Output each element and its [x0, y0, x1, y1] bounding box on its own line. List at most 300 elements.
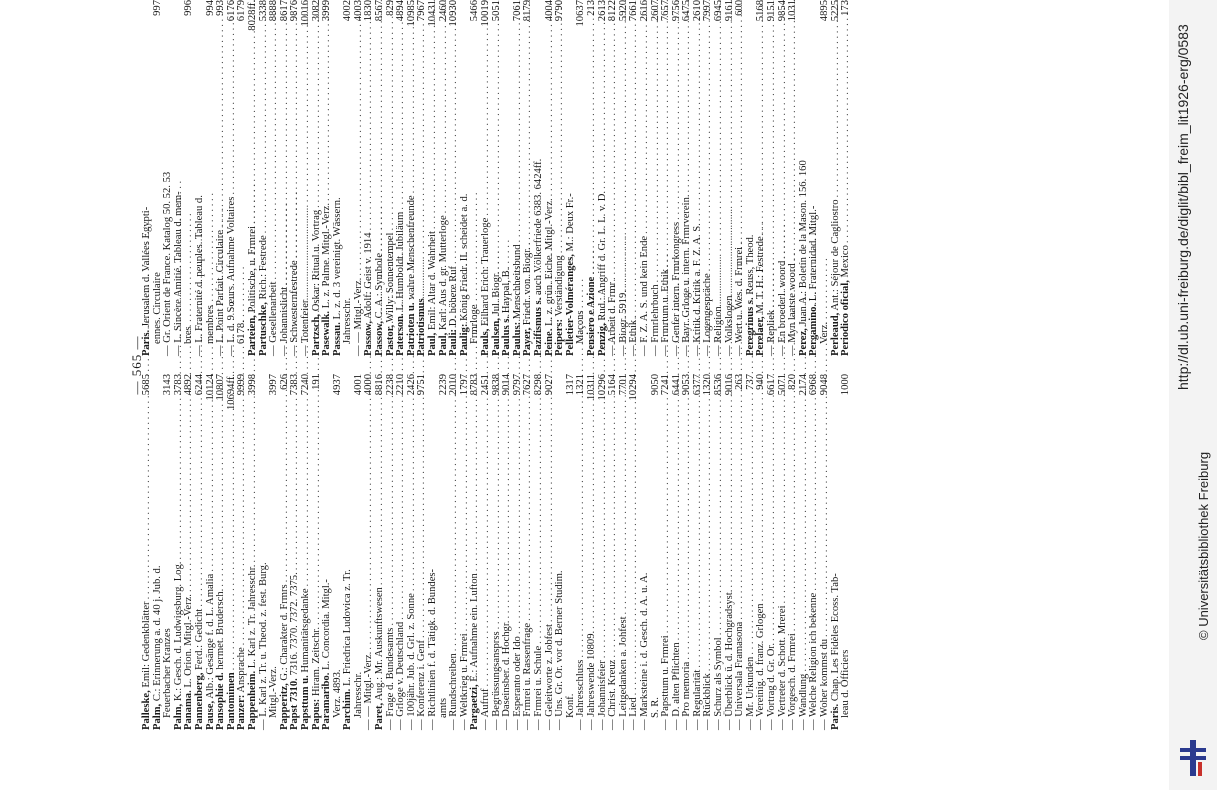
ub-freiburg-logo-icon [1180, 740, 1206, 776]
entry-number: 2451 [480, 374, 491, 396]
entry-number: 9027 [543, 374, 555, 396]
dot-leader [587, 406, 598, 629]
dot-leader [481, 32, 492, 216]
entry-number: 4001 [352, 374, 364, 396]
entry-title: — Jahresschluss [575, 659, 587, 730]
entry-title: — Mr. Urkunden [744, 656, 756, 730]
entry-number: 6617 [766, 374, 778, 396]
dot-leader [248, 33, 259, 224]
entry-number: 6377 [691, 374, 703, 396]
entry-title: Maçons [575, 310, 587, 344]
entry-number: 2613 [596, 0, 608, 22]
entry-title: Mitgl.-Verz. [268, 666, 280, 718]
index-entry [841, 0, 852, 356]
entry-number: 1830 [363, 0, 375, 22]
entry-title: — Schwesternfestrede [289, 260, 301, 356]
entry-number: 8536 [713, 374, 725, 396]
entry-number: 6968 [808, 374, 820, 396]
index-entry [195, 374, 206, 730]
entry-title: Pannenberg, Ferd.: Gedicht [193, 608, 205, 730]
entry-title: — Woher kommst du [819, 638, 830, 730]
index-entry [555, 374, 566, 730]
dot-leader [322, 32, 333, 201]
dot-leader [841, 32, 852, 243]
entry-number: 626 [278, 374, 290, 390]
entry-number: 4004 [543, 0, 555, 22]
entry-title: Paris. Jerusalem d. Vallées Egypti- [141, 206, 152, 356]
index-entry [820, 0, 831, 356]
index-entry [142, 0, 153, 356]
dot-leader [481, 406, 492, 687]
entry-number: 4000 [363, 374, 375, 396]
entry-number: 7967 [416, 0, 428, 22]
entry-title: Payer, Friedr. von. Biogr. [522, 247, 534, 356]
entry-title: Papperitz, G.: Charakter d. Frmrs [278, 584, 290, 730]
entry-title: — Esperanto oder Ido [511, 636, 523, 730]
entry-number: 10985 [405, 0, 417, 27]
entry-number: 4003 [352, 0, 364, 22]
entry-number: 5466 [469, 0, 481, 22]
entry-number: 4894 [395, 0, 407, 22]
index-entry [640, 0, 651, 356]
entry-title: Patrioten u. wahre Menschenfreunde [405, 195, 417, 356]
entry-title: — Weltkrieg u. Frmrei [458, 633, 470, 730]
entry-title: Palm, K.: Gesch. d. Ludwigsburg. Log. [172, 561, 184, 730]
dot-leader [735, 32, 746, 245]
entry-title: — Bayr. Grloge u. intern. Frmrverein. [681, 194, 693, 356]
entry-title: — L. Fraternité d. peuples. Tableau d. [193, 195, 205, 356]
index-entry [587, 0, 598, 356]
entry-number: 4937 [331, 374, 343, 396]
entry-number: 8617 [278, 0, 290, 22]
entry-number: 1797 [458, 374, 470, 396]
entry-number: 8179 [522, 0, 534, 22]
entry-number: 3999 [321, 0, 333, 22]
entry-title: membres [204, 305, 216, 344]
entry-number: 600 [734, 0, 746, 16]
entry-title: — Regularität [691, 669, 703, 730]
index-entry [195, 0, 206, 356]
entry-title: Partzsch, Oskar: Ritual u. Vortrag [310, 209, 322, 356]
dot-leader [301, 406, 312, 586]
entry-number: 7701 [617, 374, 629, 396]
entry-title: Pelletier-Volméranges, M.: Deux Fr.- [564, 193, 576, 356]
entry-number: 994 [204, 0, 216, 16]
entry-number: 829 [384, 0, 396, 16]
entry-title: Penzig, Rud.: Angriff d. Gr. L. L. v. D. [596, 190, 608, 356]
entry-title: — Vorgesch. d. Frmrei [787, 633, 799, 730]
entry-title: — Christ. Kreuz [607, 659, 619, 730]
entry-number: 6179 [236, 0, 248, 22]
entry-number: 9053 [681, 374, 693, 396]
entry-number: 4002 [342, 0, 354, 22]
dot-leader [142, 406, 153, 599]
entry-title: — Myn laatste woord [787, 263, 799, 356]
entry-title: Panama. L. Orion. Mitgl.-Verz. [183, 594, 195, 730]
entry-title: — F. Z. A. S. und kein Ende [638, 235, 650, 356]
entry-number: 10019 [480, 0, 491, 27]
index-entry [534, 374, 545, 730]
entry-title: — Welche Religion ich bekenne [808, 592, 820, 730]
entry-number: 8028ff. [246, 0, 258, 31]
entry-title: Parchim. L. Friedrica Ludovica z. Tr. [342, 569, 354, 730]
entry-title: — Wert u. Wes. d. Frmrei [734, 246, 746, 356]
entry-title: — Johannisfeier [596, 660, 608, 730]
index-entry [481, 0, 492, 356]
entry-title: — Geleitworte z. Jobfest [543, 624, 555, 730]
entry-title: — D. alten Pflichten [670, 642, 682, 730]
entry-number: 7241 [660, 374, 672, 396]
entry-number: 9999 [236, 374, 248, 396]
entry-number: 10930 [448, 0, 460, 27]
entry-title: — Marksteine i. d. Gesch. d. A. u. A. [638, 572, 650, 730]
index-entry [841, 374, 852, 730]
entry-title: Paulus: Menschheitsbund [511, 244, 523, 356]
dot-leader [195, 406, 206, 607]
index-entry [566, 0, 577, 356]
index-entry [248, 374, 259, 730]
entry-title: — — Mitgl.-Verz. [363, 651, 375, 730]
dot-leader [534, 406, 545, 644]
entry-title: Peine. L. z. grün. Eiche. Mitgl.-Verz. [543, 198, 555, 356]
index-entry [481, 374, 492, 730]
entry-number: 2426 [405, 374, 417, 396]
entry-title: — Religion [713, 306, 725, 356]
entry-title: Periodico oficial, Mexico [840, 245, 852, 356]
entry-number: 7383 [289, 374, 301, 396]
entry-number: 8567 [374, 0, 386, 22]
entry-title: Perez, Juan A.: Boletín de la Mason. 156. 160 [797, 160, 809, 356]
entry-number: 263 [734, 374, 746, 390]
entry-title: Pergamino. L. Fraternidad. Mitgl.- [808, 205, 820, 356]
entry-title: — Rundschreiben [448, 653, 460, 730]
index-entry [142, 374, 153, 730]
entry-title: Paterson. L. Humboldt. Jubiläum [395, 211, 407, 356]
entry-number: 6945 [713, 0, 725, 22]
entry-title: ennes. Circulaire [151, 272, 163, 344]
index-entry [428, 374, 439, 730]
entry-title: — Volkslogen [723, 295, 735, 356]
entry-number: 6441 [670, 374, 682, 396]
entry-title: — L. d. 9 Sœurs. Aufnahme Voltaires [225, 196, 237, 356]
entry-title: Pause, Alb.: Gesänge f. d. L. Amalia [204, 573, 216, 730]
entry-title: — Begrüssungsansprss [490, 631, 502, 730]
index-entry [227, 0, 238, 356]
entry-title: — Vereinig. d. franz. Grlogen [755, 603, 767, 730]
entry-title: Paulig: König Friedr. II. scheidet a. d. [458, 193, 470, 356]
entry-title: — Richtlinien f. d. Tätigk. d. Bundes- [427, 568, 439, 730]
index-entry [301, 0, 312, 356]
entry-number: 6176 [225, 0, 237, 22]
entry-title: — — Mitgl.-Verz. [352, 277, 364, 356]
entry-title: — Biogr. 5919. [617, 290, 629, 356]
entry-number: 2010 [448, 374, 460, 396]
entry-number: 2238 [384, 374, 396, 396]
sidebar-rotated [1169, 0, 1217, 790]
entry-number: 5168 [755, 0, 767, 22]
entry-number: 1321 [575, 374, 587, 396]
dot-leader [248, 406, 259, 563]
entry-number: 3143 [162, 374, 174, 396]
entry-title: Parteien, Politische, u. Frmrei [246, 225, 258, 356]
entry-title: Pargaetzi, E.: Aufnahme ein. Lufton [469, 573, 481, 730]
entry-title: S. R. [649, 697, 661, 718]
sidebar [1169, 0, 1217, 790]
entry-title: Pasewalk. L. z. Palme. Mitgl.-Verz. [321, 202, 333, 356]
entry-title: — Johannislicht [278, 286, 290, 356]
entry-number: 2239 [437, 374, 449, 396]
entry-number: 8122 [607, 0, 619, 22]
entry-title: Paul, Emil: Altar d. Wahrheit [427, 231, 439, 356]
entry-title: — Arbeit d. Frmr [607, 281, 619, 356]
entry-title: — Ethik [628, 319, 640, 356]
entry-title: — Genfer intern. Frmrkongress [670, 221, 682, 356]
entry-number: 9876 [289, 0, 301, 22]
entry-title: Paramaribo. L. Concordia. Mitgl.- [321, 579, 333, 730]
entry-title: Pastor, Willy: Sonnentempel [384, 232, 396, 356]
index-column-left [142, 374, 852, 730]
entry-number: 1000 [840, 374, 852, 396]
index-column-right [142, 0, 852, 356]
index-entry [640, 374, 651, 730]
entry-number: 7657 [660, 0, 672, 22]
entry-title: — Frmrlehrbuch [649, 284, 661, 356]
entry-title: — Pro memoria [681, 661, 693, 730]
entry-number: 10431 [427, 0, 439, 27]
entry-title: — Vertreter d. Schott. Mrerei [776, 605, 788, 730]
entry-title: Paul, Karl: Aus d. gr. Mutterloge [437, 215, 449, 356]
entry-title: — L. Sincère Amitié. Tableau d. mem- [172, 191, 184, 356]
entry-title: Peregrinus s. Reuss, Theod. [744, 234, 756, 356]
entry-title: — Frmrei u. Schule [532, 645, 544, 730]
entry-number: 9756 [670, 0, 682, 22]
entry-title: Pauli: D. höhere Ruf [448, 265, 460, 356]
entry-title: Paulsen, Jul. Biogr. [490, 271, 502, 356]
entry-title: — Konferenz i. Genf [416, 639, 428, 730]
entry-title: — Frmrtum u. Ethik [660, 268, 672, 356]
entry-title: Paret, Aug.: Mr. Auskunftswesen [374, 587, 386, 730]
entry-number: 2210 [395, 374, 407, 396]
index-entry [174, 0, 185, 356]
entry-number: 996 [183, 0, 195, 16]
entry-title: amts [437, 697, 449, 718]
entry-title: Jahresschr. [342, 297, 354, 344]
entry-number: 10294 [628, 374, 640, 401]
entry-title: — Repliek [766, 309, 778, 356]
entry-title: Pensiero e Azione [585, 276, 597, 356]
entry-number: 9838 [490, 374, 502, 396]
entry-number: 5071 [776, 374, 788, 396]
entry-number: 2616 [638, 0, 650, 22]
entry-number: 5051 [490, 0, 502, 22]
index-entry [301, 374, 312, 730]
entry-number: 4895 [819, 0, 830, 22]
entry-number: 993 [215, 0, 227, 16]
entry-title: Konf. [564, 693, 576, 718]
entry-title: Paris. Chap. Les Fidèles Ecoss. Tab- [829, 573, 841, 730]
entry-number: 9797 [511, 374, 523, 396]
entry-title: Peipers: Verständigung [554, 255, 566, 356]
entry-number: 8888 [268, 0, 280, 22]
entry-number: 7240 [299, 374, 311, 396]
entry-title: — Totenfeier [299, 299, 311, 356]
entry-number: 820 [787, 374, 799, 390]
entry-number: 9790 [554, 0, 566, 22]
entry-number: 8816 [374, 374, 386, 396]
entry-title: — Logengespräche [702, 273, 714, 356]
entry-number: 191 [310, 374, 322, 390]
entry-title: Pappenheim. L. Karl z. Tr. Jahresschr. [246, 564, 258, 730]
entry-title: — Vortrag d. Gr. Or. [766, 642, 778, 730]
entry-title: — Uns. Gr. Or. vor d. Berner Studim. [554, 570, 566, 730]
entry-number: 9048 [819, 374, 830, 396]
entry-title: — Papsttum u. Frmrei [660, 635, 672, 730]
entry-number: 10637 [575, 0, 587, 27]
entry-number: 7997 [702, 0, 714, 22]
entry-title: — Daseinsber. d. Hochgr. [501, 620, 513, 730]
entry-title: Pauls, Eilhard Erich: Trauerloge [480, 217, 491, 356]
entry-number: 997 [151, 0, 163, 16]
entry-title: Pazifismus s. auch Völkerfriede 6383. 6424ff. [532, 158, 544, 356]
entry-title: Verz. 4893. [331, 669, 343, 718]
entry-number: 737 [744, 374, 756, 390]
dot-leader [492, 32, 503, 270]
entry-title: — Frmrei u. Rassenfrage [522, 622, 534, 730]
entry-title: — Rückblick [702, 673, 714, 730]
entry-title: — Frage d. Bundesamts [384, 627, 396, 730]
entry-title: Perelaer, M. T. H.: Festrede [755, 236, 767, 356]
entry-title: — Wandlung [797, 673, 809, 730]
entry-number: 3783 [172, 374, 184, 396]
entry-title: — 100jähr. Jub. d. Grl. z. Sonne [405, 593, 417, 730]
entry-title: Pansophie d. hermet. Brudersch. [215, 588, 227, 730]
entry-title: Panzer: Ansprache [236, 647, 248, 730]
index-entry [587, 374, 598, 730]
entry-number: 4892 [183, 374, 195, 396]
entry-title: — Überblick ü. d. Hochgradsyst. [723, 589, 735, 730]
dot-leader [301, 32, 312, 298]
entry-title: Frmrloge [469, 304, 481, 344]
entry-number: 6475 [681, 0, 693, 22]
entry-title: — En broederl. woord [776, 260, 788, 356]
entry-number: 3998 [246, 374, 258, 396]
entry-number: 10016 [299, 0, 311, 27]
entry-number: 9854 [776, 0, 788, 22]
index-entry [820, 374, 831, 730]
index-entry [809, 0, 820, 356]
dot-leader [820, 406, 831, 637]
entry-number: 1031 [787, 0, 799, 22]
entry-title: Papsttum u. Humanitätsgedanke [299, 588, 311, 730]
entry-number: 9161 [723, 0, 735, 22]
entry-number: 10311 [585, 374, 597, 401]
entry-title: Verz. [819, 321, 830, 344]
entry-number: 7661 [628, 0, 640, 22]
entry-title: Palm, C.: Erinnerung a. d. 40 j. Jub. d. [151, 565, 163, 730]
entry-number: 1320 [702, 374, 714, 396]
entry-number: 10296 [596, 374, 608, 401]
entry-title: — Kritik d. Kritik a. F. Z. A. S. [691, 223, 703, 356]
entry-number: 2460 [437, 0, 449, 22]
entry-number: 6244 [193, 374, 205, 396]
entry-title: Papst 7310. 7316. 7370. 7372. 7375. [289, 572, 301, 730]
entry-title: Patriotismus [416, 298, 428, 356]
entry-title: Passau. L. z. d. 3 vereinigt. Wässern. [331, 197, 343, 356]
entry-title: 6178. [236, 320, 248, 344]
entry-number: 213 [585, 0, 597, 16]
entry-number: 9016 [723, 374, 735, 396]
entry-number: 9751 [416, 374, 428, 396]
entry-title: — Grloge v. Deutschland [395, 621, 407, 730]
entry-title: Jahresschr. [352, 671, 364, 718]
entry-title: Paulus s. Haypal, B. [501, 267, 513, 356]
page-number: — 565 — [129, 335, 144, 395]
entry-number: 2607 [649, 0, 661, 22]
entry-number: 9151 [766, 0, 778, 22]
entry-number: 5338 [257, 0, 269, 22]
entry-title: — Universala Framasona [734, 621, 746, 730]
entry-title: Palleske, Emil: Gedenkblätter [141, 601, 152, 730]
entry-title: — Gesellenarbeit [268, 281, 280, 356]
entry-title: — L. Point Parfait. Circulaire [215, 230, 227, 356]
entry-title: Perleaud, Ant.: Séjour de Cagliostro [829, 199, 841, 356]
entry-number: 173 [840, 0, 852, 16]
entry-title: Partuschke, Rich.: Festrede [257, 235, 269, 356]
entry-title: Pantomimen [225, 672, 237, 730]
entry-title: Papus: Hiram. Zeitschr. [310, 627, 322, 730]
entry-title: bres [183, 326, 195, 344]
entry-number: 5685 [141, 374, 152, 396]
entry-title: leau d. Officiers [840, 649, 852, 718]
entry-title: Feuerbacher Kranzes [162, 628, 174, 718]
index-entry [534, 0, 545, 356]
source-url-link[interactable]: http://dl.ub.uni-freiburg.de/diglit/bibl_freim_lit1926-erg/0583 [1175, 24, 1191, 390]
dot-leader [587, 32, 598, 275]
entry-number: 8783 [469, 374, 481, 396]
entry-number: 9014 [501, 374, 513, 396]
entry-number: 5164 [607, 374, 619, 396]
entry-number: 3082 [310, 0, 322, 22]
entry-title: — L. Karl z. Tr. u. Theod. z. fest. Burg. [257, 562, 269, 730]
entry-number: 1317 [564, 374, 576, 396]
entry-number: 7061 [511, 0, 523, 22]
dot-leader [640, 32, 651, 234]
entry-number: 10124 [204, 374, 216, 401]
index-entry [460, 0, 471, 356]
entry-title: — Gr. Orient de France. Katalog 50. 52. 53 [162, 171, 174, 356]
entry-title: Passow, C. A.: Symbole [374, 252, 386, 356]
entry-number: 940 [755, 374, 767, 390]
entry-number: 9050 [649, 374, 661, 396]
entry-title: — Schurz als Symbol [713, 637, 725, 730]
entry-number: 5920 [617, 0, 629, 22]
entry-title: — Lied [628, 697, 640, 730]
entry-title: Passow, Adolf: Geist v. 1914 [363, 232, 375, 356]
entry-title: — Leitgedanken a. Johfest [617, 616, 629, 730]
entry-number: 3997 [268, 374, 280, 396]
entry-number: 10694ff. [225, 374, 237, 410]
entry-number: 2610 [691, 0, 703, 22]
copyright-notice: © Universitätsbibliothek Freiburg [1196, 451, 1211, 640]
dot-leader [227, 32, 238, 195]
entry-title: — Aufruf [480, 688, 491, 730]
entry-title: — Jahreswende 10809. [585, 630, 597, 730]
entry-number: 2174 [797, 374, 809, 396]
entry-number: 7627 [522, 374, 534, 396]
entry-number: 5225 [829, 0, 841, 22]
entry-number: 8298 [532, 374, 544, 396]
entry-number: 10807 [215, 374, 227, 401]
